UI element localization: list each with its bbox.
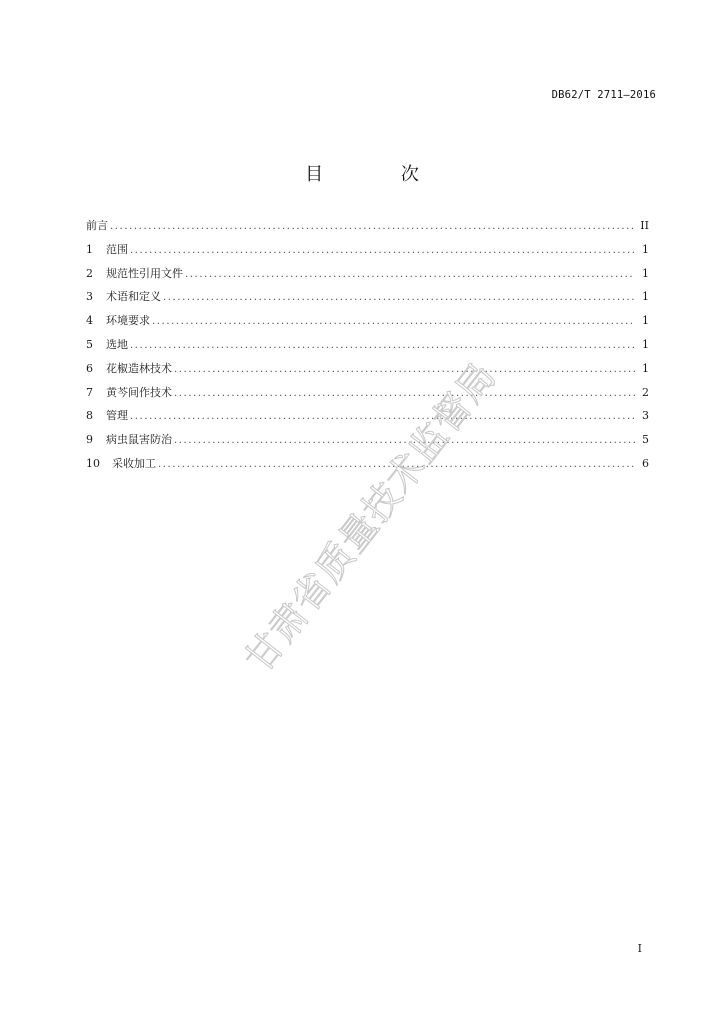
toc-entry-number: 3 [86, 290, 93, 304]
toc-entry-label: 黄芩间作技术 [106, 385, 172, 399]
toc-entry-number: 1 [86, 242, 93, 256]
toc-dot-leader [130, 338, 635, 354]
watermark: 甘肃省质量技术监督局 [236, 354, 505, 681]
toc-entry-page: 1 [642, 337, 649, 351]
toc-entry-label: 规范性引用文件 [106, 266, 183, 280]
toc-dot-leader [152, 314, 635, 330]
toc-entry-1[interactable] [86, 242, 649, 266]
toc-entry-number: 6 [86, 361, 93, 375]
toc-dot-leader [185, 267, 635, 283]
toc-entry-label: 环境要求 [106, 314, 150, 328]
toc-entry-number: 4 [86, 314, 93, 328]
toc-dot-leader [130, 409, 635, 425]
toc-entry-3[interactable] [86, 289, 649, 313]
toc-entry-label: 范围 [106, 242, 128, 256]
toc-entry-4[interactable] [86, 313, 649, 337]
page-number: I [637, 942, 642, 955]
toc-entry-10[interactable] [86, 456, 649, 480]
toc-title: 目 次 [305, 164, 455, 185]
toc-entry-label: 术语和定义 [106, 290, 161, 304]
toc-entry-page: II [640, 219, 649, 232]
toc-entry-foreword[interactable] [86, 218, 649, 242]
toc-dot-leader [174, 362, 635, 378]
toc-entry-label: 病虫鼠害防治 [106, 433, 172, 447]
toc-dot-leader [174, 433, 635, 449]
toc-entry-page: 1 [642, 290, 649, 304]
toc-dot-leader [130, 243, 635, 259]
toc-entry-6[interactable] [86, 361, 649, 385]
table-of-contents [86, 218, 649, 480]
toc-entry-page: 1 [642, 361, 649, 375]
toc-entry-number: 7 [86, 385, 93, 399]
toc-entry-9[interactable] [86, 432, 649, 456]
toc-entry-page: 6 [642, 456, 649, 470]
toc-entry-page: 3 [642, 409, 649, 423]
toc-entry-5[interactable] [86, 337, 649, 361]
toc-entry-8[interactable] [86, 408, 649, 432]
toc-entry-page: 2 [642, 385, 649, 399]
toc-entry-number: 10 [86, 456, 100, 470]
toc-entry-page: 1 [642, 242, 649, 256]
toc-dot-leader [174, 386, 635, 402]
toc-entry-label: 管理 [106, 409, 128, 423]
toc-entry-label: 采收加工 [112, 456, 156, 470]
toc-entry-number: 5 [86, 337, 93, 351]
toc-dot-leader [158, 457, 635, 473]
toc-entry-7[interactable] [86, 385, 649, 409]
toc-entry-page: 1 [642, 266, 649, 280]
toc-entry-2[interactable] [86, 266, 649, 290]
toc-entry-label: 选地 [106, 337, 128, 351]
toc-entry-label: 花椒造林技术 [106, 361, 172, 375]
toc-entry-page: 5 [642, 433, 649, 447]
toc-entry-number: 8 [86, 409, 93, 423]
standard-code: DB62/T 2711—2016 [551, 89, 656, 101]
toc-entry-number: 9 [86, 433, 93, 447]
toc-dot-leader [163, 290, 635, 306]
toc-entry-label: 前言 [86, 219, 108, 232]
toc-entry-page: 1 [642, 314, 649, 328]
toc-dot-leader [110, 219, 635, 235]
toc-entry-number: 2 [86, 266, 93, 280]
